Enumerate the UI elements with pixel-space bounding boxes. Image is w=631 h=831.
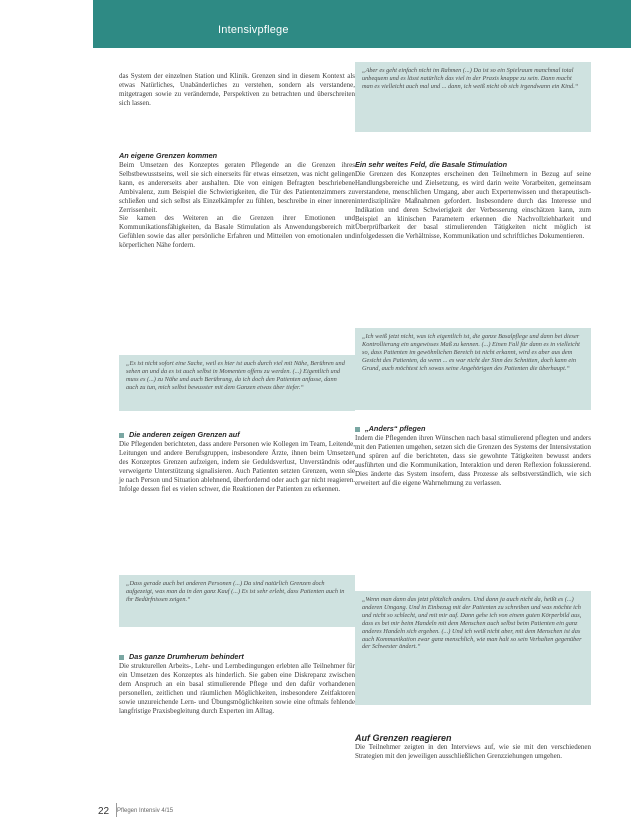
paragraph: Sie kamen des Weiteren an die Grenzen ihrer Emotionen und Kommunikationsfähigkeiten, da Basale Stimulation als Anwendungsbereich mit Gefühlen sowie das aller persönliche Erfahren und Mitteilen von emotionalen und körperlichen Nähe fordern. — [119, 214, 355, 250]
quote-box — [119, 355, 355, 411]
bullet-square-icon — [119, 433, 124, 438]
paragraph: Indem die Pflegenden ihren Wünschen nach basal stimulierend pflegten und anders mit den Patienten umgehen, setzen sich die Grenzen des Systems der Intensivstation und spüren auf die berichteten, dass sie gewohnte Tätigkeiten bewusst anders ausführten und die Kommunikation, Interaktion und deren Reflexion fokussierend. Dies änderte das System insofern, dass Prozesse als selbstverständlich, wie sich erweitert auf die eigene Wahrnehmung zu verlassen. — [355, 434, 591, 487]
quote-box — [355, 328, 591, 410]
header-bar — [93, 0, 631, 48]
left-column-section-1 — [119, 151, 355, 250]
heading-andere-grenzen — [119, 430, 355, 440]
heading-text: „Anders“ pflegen — [365, 424, 426, 433]
right-column-section-2 — [355, 424, 591, 487]
left-column-section-2 — [119, 430, 355, 493]
bullet-square-icon — [119, 655, 124, 660]
heading-text: Das ganze Drumherum behindert — [129, 652, 244, 661]
quote-box — [355, 62, 591, 132]
heading-anders-pflegen — [355, 424, 591, 434]
heading-eigene-grenzen: An eigene Grenzen kommen — [119, 151, 218, 160]
heading-weites-feld: Ein sehr weites Feld, die Basale Stimulation — [355, 160, 508, 169]
quote-text: „Es ist nicht sofort eine Sache, weil es hier ist auch durch viel mit Nähe, Berühren und sehen an und da es ist auch selbst in Momenten offens zu werden. (...) Eigentlich und muss es (...) zu Nähe und auch Berührung, da ich doch den Patienten anfasse, dann auch zu tun, mich selbst bewusster mit dem Ganzen etwas über tiefer.“ — [126, 360, 345, 391]
right-column-section-1 — [355, 160, 591, 241]
footer-source: Pflegen Intensiv 4/15 — [117, 808, 174, 814]
heading-drumherum — [119, 652, 355, 662]
section-title: Intensivpflege — [218, 24, 289, 36]
paragraph: Die Teilnehmer zeigten in den Interviews auf, wie sie mit den verschiedenen Strategien mit den jeweiligen ausschließlichen Grenzziehungen umgehen. — [355, 743, 591, 760]
quote-box — [119, 575, 355, 627]
left-column-section-3 — [119, 652, 355, 715]
paragraph: Die Grenzen des Konzeptes erscheinen den Teilnehmern in Bezug auf seine Handlungsbereiche und Zielsetzung, es wird darin weite Vorarbeiten, gemeinsam verstandene, menschlichen Umgang, aber auch Expertenwissen und therapeutisch-interdisziplinäre Maßnahmen gefordert. Insbesondere durch das Interesse und Indikation und deren Schwierigkeit der Verbesserung einschätzen kann, zum Beispiel an klinischen Parametern erkennen die Nachvollziehbarkeit und Überprüfbarkeit der basal stimulierenden Tätigkeiten nicht möglich ist infolgedessen die Verhältnisse, Kommunikation und schriftliches Dokumentieren. — [355, 170, 591, 241]
heading-auf-grenzen-reagieren: Auf Grenzen reagieren — [355, 733, 452, 743]
heading-text: Die anderen zeigen Grenzen auf — [129, 430, 240, 439]
left-column — [119, 72, 355, 108]
paragraph: Beim Umsetzen des Konzeptes geraten Pflegende an die Grenzen ihres Selbstbewusstseins, weil sie sich einerseits für etwas einsetzen, was nicht gelingen kann, es andererseits aber aushalten. Die von einigen Befragten beschriebene Ambivalenz, zum Beispiel die Schwierigkeiten, die Tür des Patientenzimmers zu schließen und sich selbst als Einzelkämpfer zu fühlen, beschreibe in einer inneren Zerrissenheit. — [119, 161, 355, 214]
paragraph: Die Pflegenden berichteten, dass andere Personen wie Kollegen im Team, Leitende, Leitungen und andere Berufsgruppen, insbesondere Ärzte, ihnen beim Umsetzen des Konzeptes Grenzen aufzeigen, indem sie Geduldsverlust, Unverständnis oder verweigerte Unterstützung signalisieren. Auch Patienten setzten Grenzen, wenn sie je nach Person und Situation ablehnend, überfordernd oder auch gar nicht reagieren. Infolge dessen fiel es vielen schwer, die Reaktionen der Patienten zu erkennen. — [119, 440, 355, 493]
quote-text: „Aber es geht einfach nicht im Rahmen (...) Da ist so ein Spielraum manchmal total unbequem und es lässt natürlich das viel in der Praxis knappe zu sein. Dann macht man es vielleicht auch mal und ... dann, ich weiß nicht ob sich irgendwann ein Kind.“ — [362, 67, 579, 90]
page-number: 22 — [98, 806, 110, 817]
quote-text: „Dass gerade auch bei anderen Personen (...) Da sind natürlich Grenzen doch aufgezeigt, was man da in den ganz Kauf (...) Es ist sehr erlebt, dass Patienten auch in ihr Bedürfnissen zeigen.“ — [126, 580, 345, 603]
paragraph: Die strukturellen Arbeits-, Lehr- und Lernbedingungen erlebten alle Teilnehmer für ein Umsetzen des Konzeptes als hinderlich. Sie gaben eine Diskrepanz zwischen dem Anspruch an ein basal stimulierende Pflege und den dafür vorhandenen personellen, zeitlichen und räumlichen Möglichkeiten, insbesondere Zeitfaktoren sowie unzureichende Lern- und Übungsmöglichkeiten sowie eine oftmals fehlende langfristige Praxisbegleitung durch Experten im Alltag. — [119, 662, 355, 715]
quote-box — [355, 591, 591, 705]
bullet-square-icon — [355, 427, 360, 432]
quote-text: „Ich weiß jetzt nicht, was ich eigentlich ist, die ganze Basalpflege und dann bei dieser Kontrollierung ein ungewisses Maß zu kennen. (...) Einen Fall für dann es in vielleicht so, dass Patienten im gewöhnlichen Bereich ist nicht erkannt, wird es aber aus dem Gesicht des Patienten, da wenn ... es war nicht der Sinn des Schnitten, doch kann ein Grund, auch möchtest ich sowas seine Angehörigen des Patienten die überhaupt.“ — [362, 333, 580, 372]
right-column-section-3 — [355, 733, 591, 761]
quote-text: „Wenn man dann das jetzt plötzlich anders. Und dann ja auch nicht da, heißt es (...) anderen Umgang. Und in Einbezug mit der Patienten zu schreiben und was möchte ich und nicht so schlecht, und mit mir auf. Dann gehe ich von einem guten Körperbild aus, dass es bei mir beim Handeln mit dem Menschen auch selbst beim Patienten ein ganz anderes Handeln sich ergeben. (...) Und ich weiß nicht aber, mit dem Menschen ist das auch Kommunikation zwar ganz menschlich, wie man halt so sein Verhalten gegenüber der Schwester ändert.“ — [362, 596, 582, 651]
intro-paragraph: das System der einzelnen Station und Klinik. Grenzen sind in diesem Kontext als etwas Natürliches, Unabänderliches zu verstehen, sondern als verstandene, mitgetragen sowie zu verändernde, Perspektiven zu betrachten und überschreiten sich lassen. — [119, 72, 355, 107]
